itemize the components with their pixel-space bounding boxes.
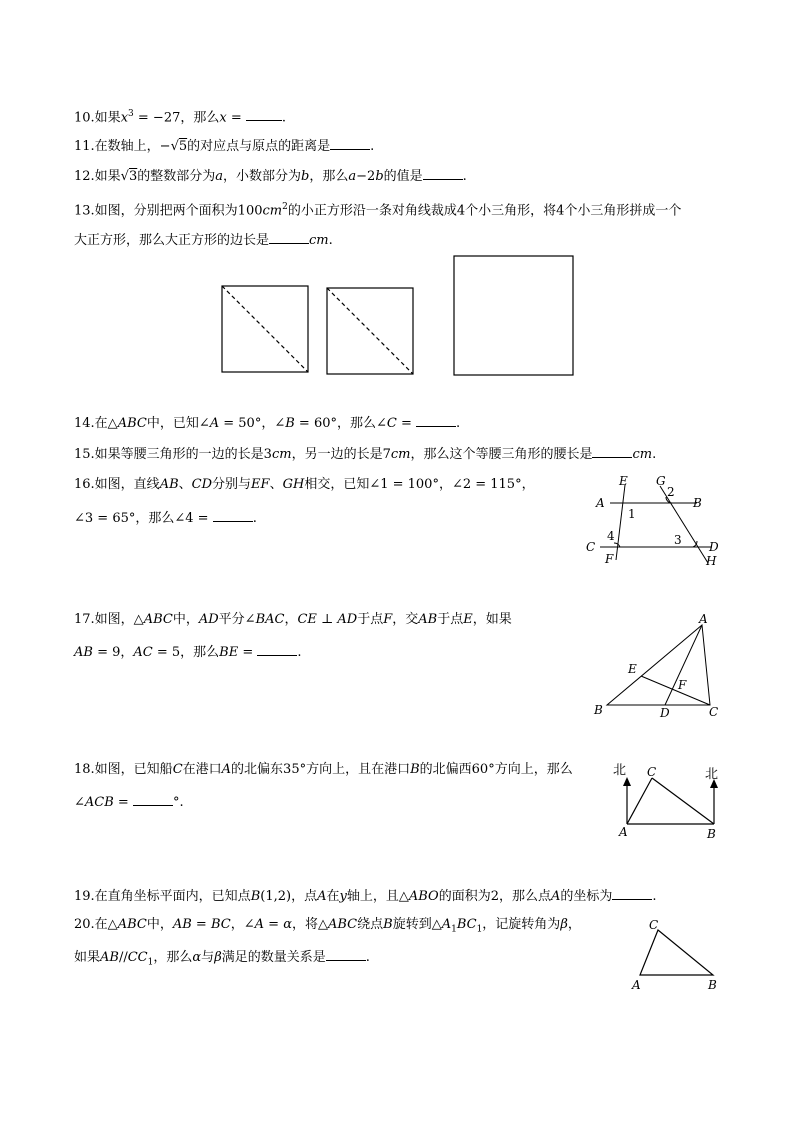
triangle-abc	[640, 930, 713, 975]
label-d: D	[660, 706, 670, 720]
label-c: C	[709, 705, 719, 719]
label-e: E	[619, 474, 628, 488]
label-angle-3: 3	[674, 533, 682, 547]
large-square	[454, 256, 573, 375]
question-18-line1: 18.如图，已知船C在港口A的北偏东35°方向上，且在港口B的北偏西60°方向上，那么	[74, 762, 573, 777]
question-16-line1: 16.如图，直线AB、CD分别与EF、GH相交，已知∠1 = 100°，∠2 = 115°，	[74, 477, 535, 492]
figure-20	[640, 930, 713, 975]
question-16-line2: ∠3 = 65°，那么∠4 = .	[74, 511, 257, 526]
question-19: 19.在直角坐标平面内，已知点B(1,2)，点A在y轴上，且△ABO的面积为2，那么点A的坐标为 .	[74, 889, 657, 904]
segment-ce	[641, 676, 710, 705]
diagonal-1	[222, 286, 308, 372]
figure-18-arrowheads	[623, 777, 718, 788]
figure-20-labels	[631, 918, 717, 992]
question-11: 11.在数轴上，−√5的对应点与原点的距离是 .	[74, 139, 375, 154]
label-c: C	[586, 540, 596, 554]
small-square-1	[222, 286, 308, 372]
question-14: 14.在△ABC中，已知∠A = 50°，∠B = 60°，那么∠C = .	[74, 416, 461, 431]
arrowhead-a	[623, 777, 631, 786]
label-a: A	[632, 978, 641, 992]
label-d: D	[709, 540, 719, 554]
label-h: H	[706, 554, 717, 568]
segment-ad	[665, 625, 702, 705]
question-13-line1: 13.如图，分别把两个面积为$100cm^2$的小正方形沿一条对角线裁成4个小三角形，将4个小三角形拼成一个	[74, 202, 682, 219]
label-north-b: 北	[705, 767, 719, 782]
label-c: C	[649, 918, 659, 932]
question-12: 12.如果√3的整数部分为a，小数部分为b，那么a−2b的值是 .	[74, 169, 467, 184]
label-b: B	[693, 496, 702, 510]
figure-18	[627, 778, 714, 824]
question-18-line2: ∠ACB = °.	[74, 795, 184, 810]
question-20-line1: 20.在△ABC中，AB = BC，∠A = α，将△ABC绕点B旋转到$\triangle A_1BC_1$，记旋转角为β，	[74, 917, 581, 935]
figure-18-labels	[613, 763, 718, 841]
question-17-line2: AB = 9，AC = 5，那么BE = .	[74, 645, 302, 660]
question-17-line1: 17.如图，△ABC中，AD平分∠BAC，CE ⊥ AD于点F，交AB于点E，如果	[74, 612, 512, 627]
label-b: B	[708, 978, 717, 992]
label-b: B	[707, 827, 716, 841]
small-square-2	[327, 288, 413, 374]
figure-17	[607, 625, 710, 705]
question-20-line2: 如果$AB//CC_1$，那么α与β满足的数量关系是 .	[74, 950, 370, 968]
label-f: F	[605, 552, 614, 566]
label-c: C	[647, 765, 657, 779]
angle-4-arc	[614, 543, 620, 547]
label-a: A	[699, 612, 708, 626]
figure-16-labels	[586, 474, 719, 568]
label-f: F	[678, 678, 687, 692]
label-a: A	[596, 496, 605, 510]
label-a: A	[619, 825, 628, 839]
label-angle-4: 4	[607, 529, 615, 543]
segment-bc	[652, 778, 714, 824]
label-g: G	[656, 474, 666, 488]
triangle-abc	[607, 625, 710, 705]
label-b: B	[594, 703, 603, 717]
line-ef	[616, 485, 625, 560]
question-15: 15.如果等腰三角形的一边的长是3cm，另一边的长是7cm，那么这个等腰三角形的腰长是 cm.	[74, 447, 657, 462]
figure-17-labels	[593, 612, 718, 720]
label-e: E	[628, 662, 637, 676]
diagonal-2	[327, 288, 413, 374]
label-angle-2: 2	[667, 485, 675, 499]
question-13-line2: 大正方形，那么大正方形的边长是 cm.	[74, 233, 333, 248]
figure-13	[222, 256, 573, 375]
question-10: 10.如果$x^3 = -27$，那么x = .	[74, 109, 287, 126]
segment-ac	[627, 778, 652, 824]
label-angle-1: 1	[628, 507, 636, 521]
label-north-a: 北	[613, 763, 627, 778]
